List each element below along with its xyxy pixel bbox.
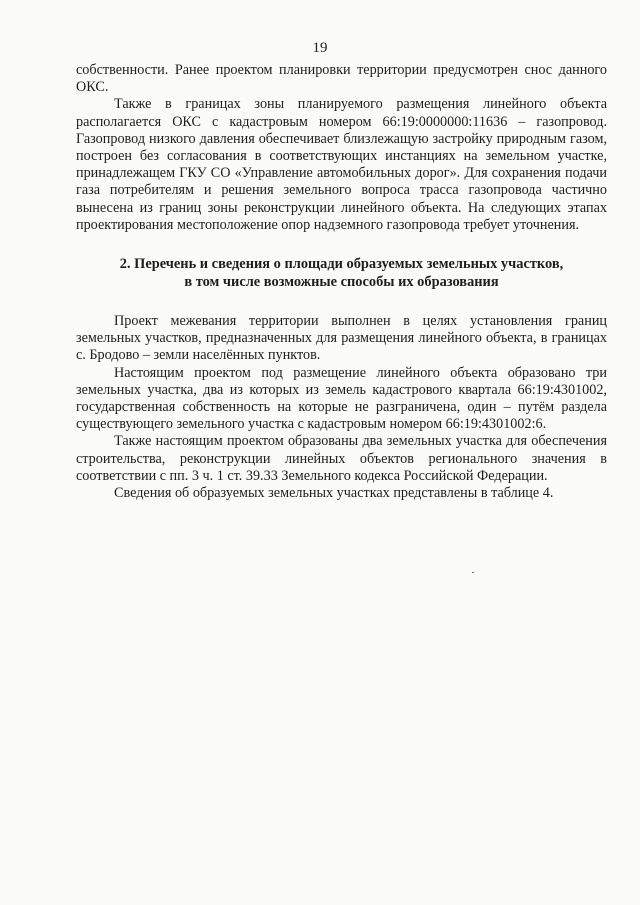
section-heading-line: 2. Перечень и сведения о площади образуемых земельных участков, <box>119 256 564 273</box>
section-heading-line: в том числе возможные способы их образования <box>184 274 499 291</box>
document-body <box>76 62 607 502</box>
paragraph: Проект межевания территории выполнен в целях установления границ земельных участков, предназначенных для размещения линейного объекта, в границах с. Бродово – земли населённых пунктов. <box>76 313 607 364</box>
section-heading <box>76 255 607 291</box>
page-number: 19 <box>312 40 328 56</box>
paragraph: Сведения об образуемых земельных участках представлены в таблице 4. <box>114 485 554 502</box>
paragraph: Настоящим проектом под размещение линейного объекта образовано три земельных участка, два из которых из земель кадастрового квартала 66:19:4301002, государственная собственность на которые не разграничена, один – путём раздела существующего земельного участка с кадастровым номером 66:19:4301002:6. <box>76 364 607 433</box>
scan-speck <box>472 572 474 573</box>
paragraph: собственности. Ранее проектом планировки территории предусмотрен снос данного ОКС. <box>76 62 607 96</box>
paragraph: Также в границах зоны планируемого размещения линейного объекта располагается ОКС с кадастровым номером 66:19:0000000:11636 – газопровод. Газопровод низкого давления обеспечивает близлежащую застройку природным газом, построен без согласования в соответствующих инстанциях на земельном участке, принадлежащем ГКУ СО «Управление автомобильных дорог». Для сохранения подачи газа потребителям и решения земельного вопроса трасса газопровода частично вынесена из границ зоны реконструкции линейного объекта. На следующих этапах проектирования местоположение опор надземного газопровода требует уточнения. <box>76 96 607 233</box>
paragraph: Также настоящим проектом образованы два земельных участка для обеспечения строительства, реконструкции линейных объектов регионального значения в соответствии с пп. 3 ч. 1 ст. 39.33 Земельного кодекса Российской Федерации. <box>76 433 607 484</box>
